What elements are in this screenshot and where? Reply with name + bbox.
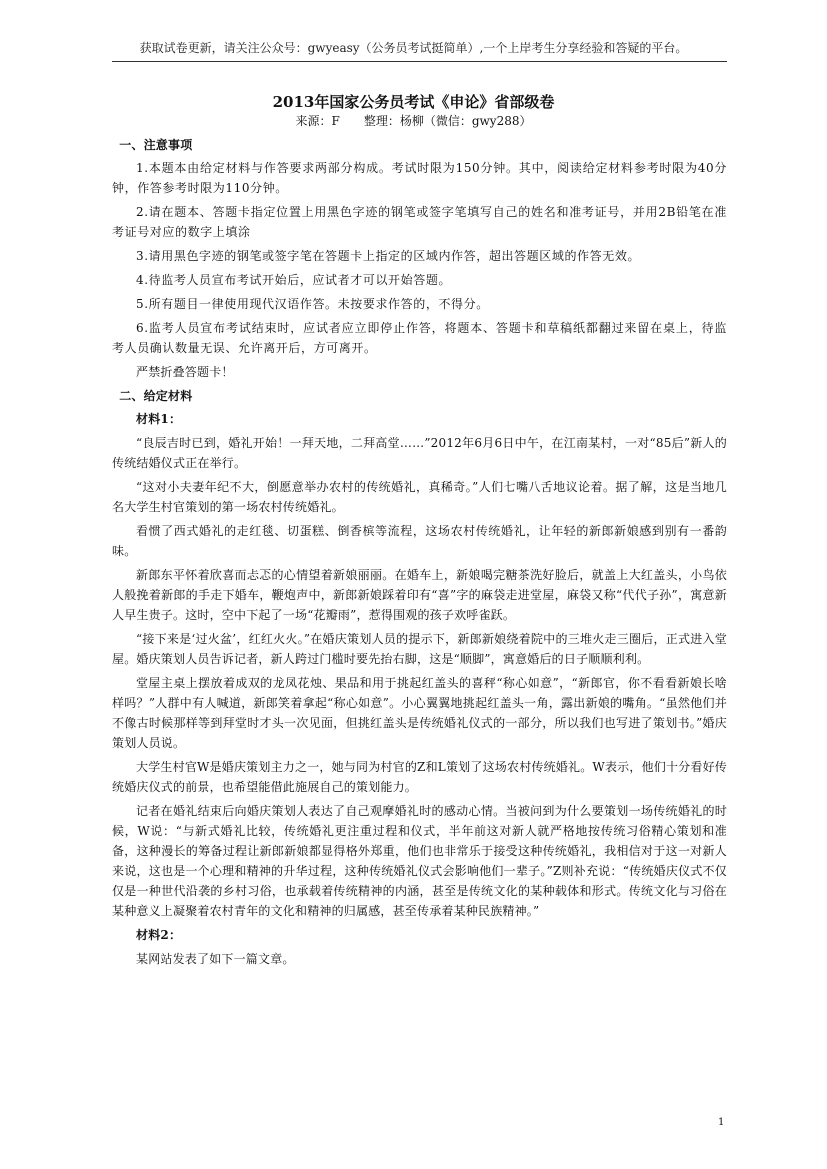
- section-heading-materials: 二、给定材料: [119, 389, 193, 403]
- notice-item: 3.请用黑色字迹的钢笔或签字笔在答题卡上指定的区域内作答，超出答题区域的作答无效。: [136, 249, 641, 263]
- material-2-label: 材料2：: [136, 928, 182, 942]
- section-heading-notice: 一、注意事项: [119, 138, 193, 152]
- material-1-paragraph: “接下来是‘过火盆’，红红火火。”在婚庆策划人员的提示下，新郎新娘绕着院中的三堆火走三圈后，正式进入堂屋。婚庆策划人员告诉记者，新人跨过门槛时要先抬右脚，这是“顺脚”，寓意婚后的日子顺顺利利。: [112, 632, 727, 666]
- notice-warning: 严禁折叠答题卡！: [136, 365, 234, 379]
- header-divider: [112, 61, 727, 62]
- material-1-paragraph: “这对小夫妻年纪不大，倒愿意举办农村的传统婚礼，真稀奇。”人们七嘴八舌地议论着。据了解，这是当地几名大学生村官策划的第一场农村传统婚礼。: [112, 480, 727, 514]
- material-1-paragraph: 记者在婚礼结束后向婚庆策划人表达了自己观摩婚礼时的感动心情。当被问到为什么要策划一场传统婚礼的时候，W说：“与新式婚礼比较，传统婚礼更注重过程和仪式，半年前这对新人就严格地按传统习俗精心策划和准备，这种漫长的筹备过程让新郎新娘都显得格外郑重，他们也非常乐于接受这种传统婚礼，我相信对于这一对新人来说，这也是一个心理和精神的升华过程，这种传统婚礼仪式会影响他们一辈子。”Z则补充说：“传统婚庆仪式不仅仅是一种世代沿袭的乡村习俗，也承载着传统精神的内涵，甚至是传统文化的某种载体和形式。传统文化与习俗在某种意义上凝聚着农村青年的文化和精神的归属感，甚至传承着某种民族精神。”: [112, 804, 727, 918]
- notice-item: 2.请在题本、答题卡指定位置上用黑色字迹的钢笔或签字笔填写自己的姓名和准考证号，并用2B铅笔在准考证号对应的数字上填涂: [112, 205, 727, 239]
- notice-item: 4.待监考人员宣布考试开始后，应试者才可以开始答题。: [136, 273, 452, 287]
- notice-item: 1.本题本由给定材料与作答要求两部分构成。考试时限为150分钟。其中，阅读给定材料参考时限为40分钟，作答参考时限为110分钟。: [112, 161, 727, 195]
- material-1-paragraph: 堂屋主桌上摆放着成双的龙凤花烛、果品和用于挑起红盖头的喜秤“称心如意”，“新郎官，你不看看新娘长啥样吗？”人群中有人喊道，新郎笑着拿起“称心如意”。小心翼翼地挑起红盖头一角，露出新娘的嘴角。“虽然他们并不像古时候那样等到拜堂时才头一次见面，但挑红盖头是传统婚礼仪式的一部分，所以我们也写进了策划书。”婚庆策划人员说。: [112, 676, 727, 750]
- document-source-line: 来源：F 整理：杨柳（微信：gwy288）: [295, 114, 532, 128]
- notice-item: 5.所有题目一律使用现代汉语作答。未按要求作答的，不得分。: [136, 297, 489, 311]
- notice-item: 6.监考人员宣布考试结束时，应试者应立即停止作答，将题本、答题卡和草稿纸都翻过来留在桌上，待监考人员确认数量无误、允许离开后，方可离开。: [112, 321, 727, 355]
- document-body: [112, 135, 727, 973]
- material-1-label: 材料1：: [136, 412, 182, 426]
- material-2-paragraph: 某网站发表了如下一篇文章。: [136, 952, 295, 966]
- material-1-paragraph: 看惯了西式婚礼的走红毯、切蛋糕、倒香槟等流程，这场农村传统婚礼，让年轻的新郎新娘感到别有一番韵味。: [112, 524, 727, 558]
- document-title: 2013年国家公务员考试《申论》省部级卷: [272, 93, 555, 111]
- material-1-paragraph: 大学生村官W是婚庆策划主力之一，她与同为村官的Z和L策划了这场农村传统婚礼。W表示，他们十分看好传统婚庆仪式的前景，也希望能借此施展自己的策划能力。: [112, 760, 727, 794]
- page-number: 1: [718, 1117, 725, 1128]
- page-header-banner: 获取试卷更新，请关注公众号：gwyeasy（公务员考试挺简单）,一个上岸考生分享经验和答疑的平台。: [139, 41, 688, 55]
- material-1-paragraph: 新郎东平怀着欣喜而忐忑的心情望着新娘丽丽。在婚车上，新娘喝完糖茶洗好脸后，就盖上大红盖头，小鸟依人般挽着新郎的手走下婚车，鞭炮声中，新郎新娘踩着印有“喜”字的麻袋走进堂屋，麻袋又称“代代子孙”，寓意新人早生贵子。这时，空中下起了一场“花瓣雨”，惹得围观的孩子欢呼雀跃。: [112, 568, 727, 622]
- material-1-paragraph: “良辰吉时已到，婚礼开始！一拜天地，二拜高堂……”2012年6月6日中午，在江南某村，一对“85后”新人的传统结婚仪式正在举行。: [112, 436, 727, 470]
